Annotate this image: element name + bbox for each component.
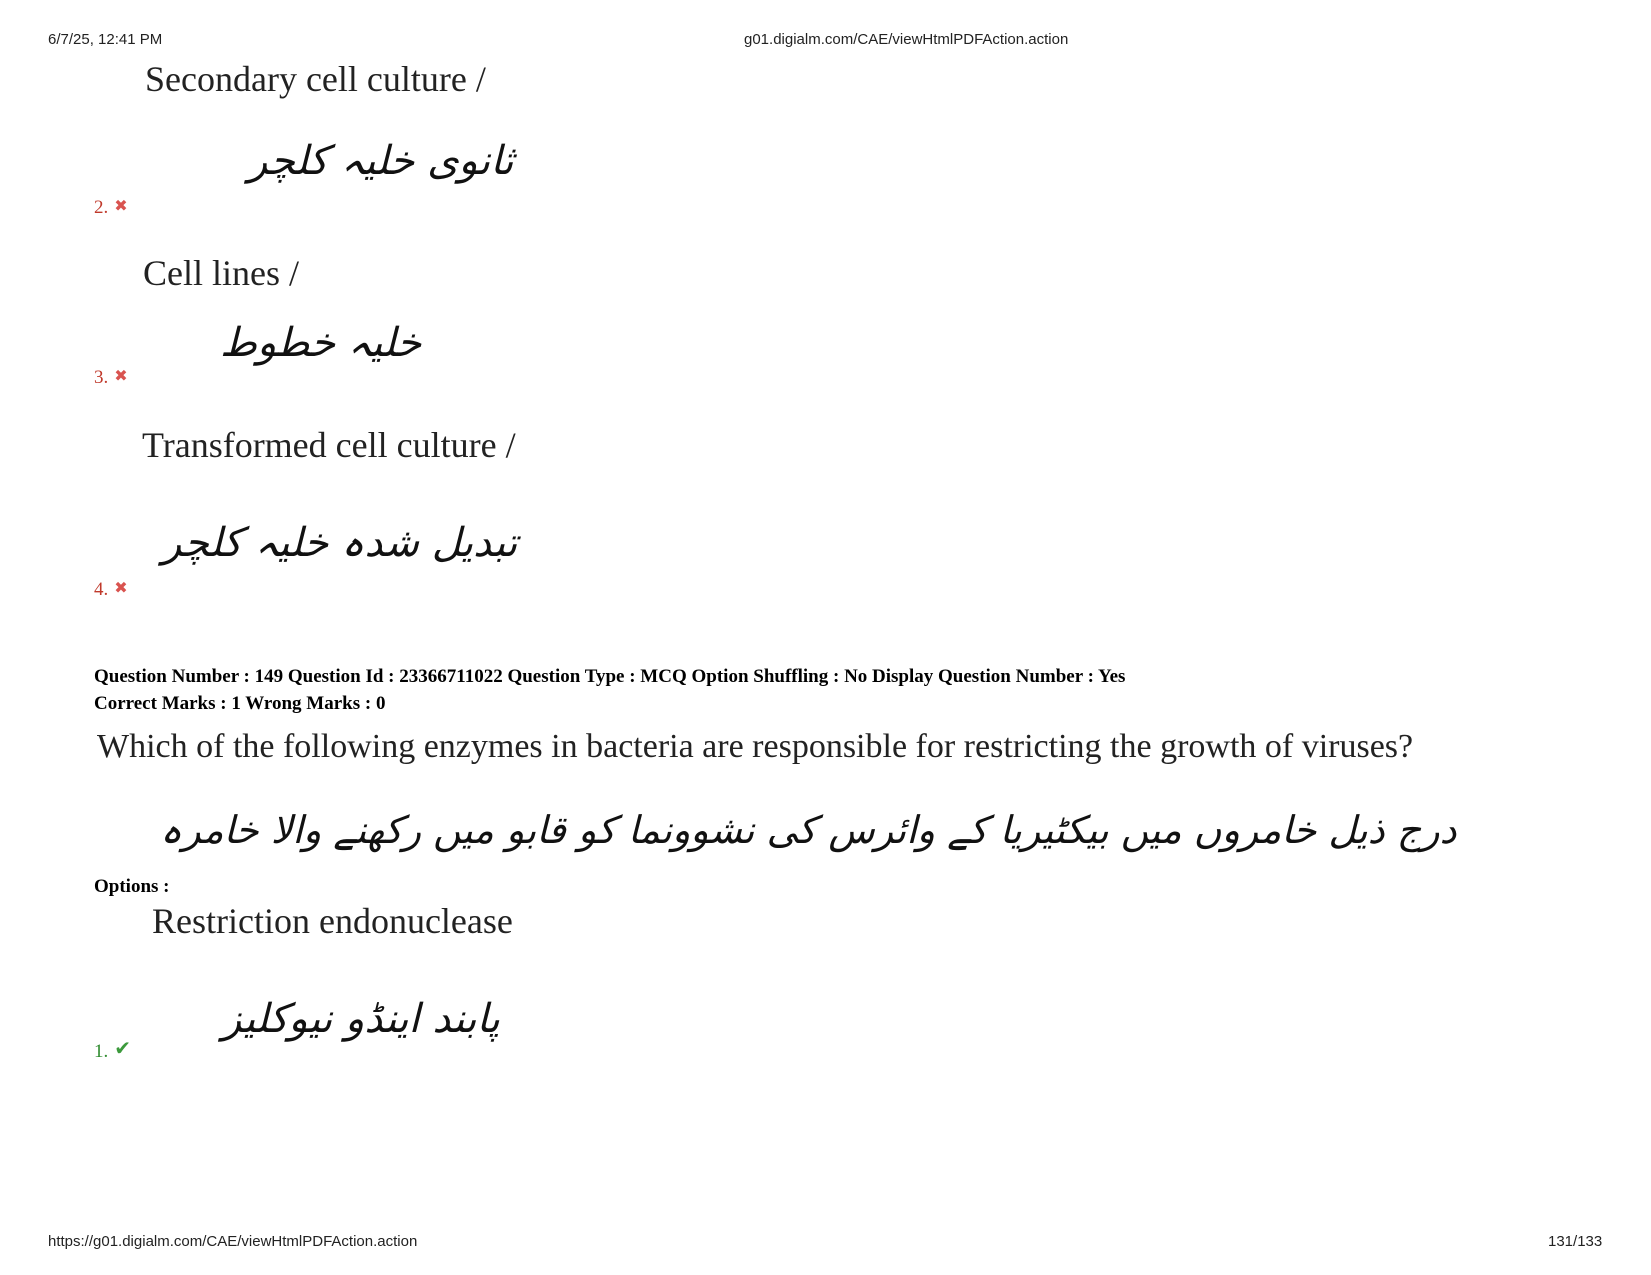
option-2-marker [94, 196, 128, 219]
question-text-urdu: درج ذیل خامروں میں بیکٹیریا کے وائرس کی نشوونما کو قابو میں رکھنے والا خامرہ [160, 808, 1457, 852]
option-1-marker [94, 1036, 131, 1063]
page-number: 131/133 [1548, 1233, 1603, 1250]
option-number: 3. [94, 367, 109, 388]
question-marks: Correct Marks : 1 Wrong Marks : 0 [94, 693, 386, 714]
option-4-english: Transformed cell culture / [142, 425, 516, 465]
option-2-english: Secondary cell culture / [145, 59, 486, 99]
option-1-english: Restriction endonuclease [152, 901, 513, 941]
print-footer-url: https://g01.digialm.com/CAE/viewHtmlPDFAction.action [48, 1233, 418, 1250]
print-title-url: g01.digialm.com/CAE/viewHtmlPDFAction.action [744, 31, 1069, 48]
print-datetime: 6/7/25, 12:41 PM [48, 31, 163, 48]
cross-icon: ✖ [114, 198, 128, 215]
option-number: 2. [94, 197, 109, 218]
option-number: 1. [94, 1041, 109, 1062]
question-text-english: Which of the following enzymes in bacteria are responsible for restricting the growth of viruses? [97, 728, 1414, 765]
option-4-urdu: تبدیل شدہ خلیہ کلچر [162, 520, 518, 566]
option-3-english: Cell lines / [143, 253, 299, 293]
option-number: 4. [94, 579, 109, 600]
options-label: Options : [94, 876, 170, 897]
option-3-marker [94, 366, 128, 389]
option-1-urdu: پابند اینڈو نیوکلیز [222, 996, 500, 1042]
check-icon: ✔ [114, 1038, 132, 1060]
option-4-marker [94, 578, 128, 601]
option-3-urdu: خلیہ خطوط [220, 320, 422, 366]
cross-icon: ✖ [114, 580, 128, 597]
option-2-urdu: ثانوی خلیہ کلچر [248, 138, 514, 184]
question-meta: Question Number : 149 Question Id : 23366711022 Question Type : MCQ Option Shuffling : No Display Question Number : Yes [94, 666, 1126, 687]
cross-icon: ✖ [114, 368, 128, 385]
